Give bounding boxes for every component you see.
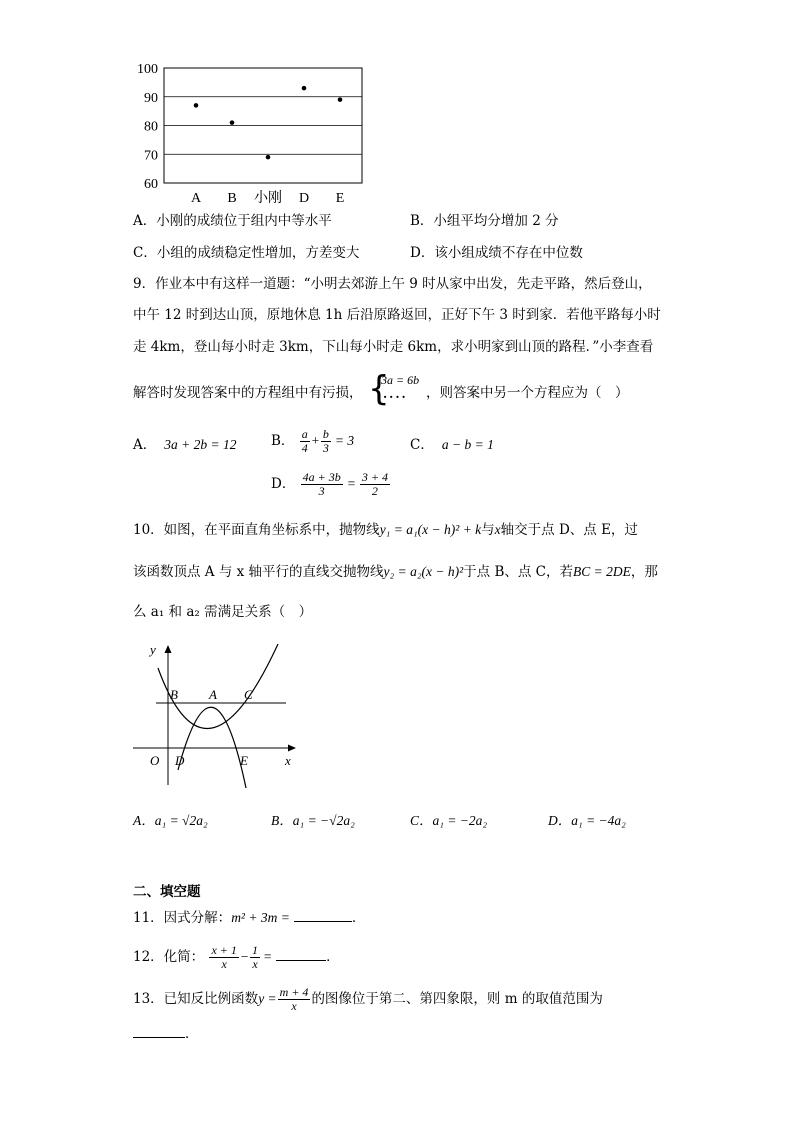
q8-option-b[interactable]: B．小组平均分增加 2 分 (410, 213, 559, 229)
chart-x-ticks (191, 189, 344, 206)
q10-option-c[interactable]: C．a₁ = −2a₂ (410, 813, 488, 828)
point-d-label: D (175, 753, 185, 768)
q9-option-b-rhs: = 3 (334, 433, 355, 448)
frac-denominator: x (252, 957, 258, 971)
q13-fraction (278, 986, 311, 1013)
q10-line1-text-a: 10．如图，在平面直角坐标系中，抛物线 (133, 522, 380, 538)
q10-line2-text-b: 于点 B、点 C，若 (463, 564, 574, 580)
q9-option-c-label: C． (410, 437, 434, 453)
q12-prompt: 12．化简： (133, 949, 205, 965)
q10-line1-text-c: 轴交于点 D、点 E，过 (500, 522, 638, 538)
frac-numerator: 4a + 3b (302, 470, 341, 484)
q9-option-c-expr: a − b = 1 (441, 437, 494, 452)
x-axis-label: x (285, 753, 291, 768)
frac-numerator: x + 1 (211, 943, 237, 957)
q9-stem-line4-pre: 解答时发现答案中的方程组中有污损， (133, 385, 363, 401)
q9-equation-2-smudged: ···· (383, 390, 408, 404)
q9-option-d-frac1 (301, 471, 343, 498)
data-point (266, 155, 271, 160)
q13-period: ． (185, 1026, 199, 1042)
section-title: 二、填空题 (133, 884, 201, 900)
q13-prompt: 13．已知反比例函数 (133, 991, 259, 1007)
q9-option-a-label: A． (133, 437, 157, 453)
equals-sign: = (263, 949, 273, 964)
y-tick-label: 90 (144, 90, 158, 106)
q13-answer-blank[interactable] (133, 1025, 185, 1038)
q10-line2-text-a: 该函数顶点 A 与 x 轴平行的直线交抛物线 (133, 564, 384, 580)
q9-option-a-expr: 3a + 2b = 12 (164, 437, 237, 452)
q12-answer-blank[interactable] (276, 948, 326, 961)
frac-denominator: x (221, 957, 227, 971)
point-c-label: C (244, 687, 253, 702)
x-tick-label: D (298, 191, 310, 206)
q10-stem-line3: 么 a₁ 和 a₂ 需满足关系（ ） (133, 604, 313, 620)
q10-option-d[interactable]: D．a₁ = −4a₂ (548, 813, 626, 828)
point-e-label: E (240, 753, 248, 768)
y-axis-arrow-icon (165, 645, 172, 653)
y-tick-label: 60 (144, 177, 158, 192)
origin-label: O (150, 753, 160, 768)
x-axis-arrow-icon (288, 745, 296, 752)
data-point (338, 97, 343, 102)
q10-line1-text-b: 与 (481, 522, 495, 538)
q9-stem-line3: 走 4km，登山每小时走 3km，下山每小时走 6km，求小明家到山顶的路程．”小李查看 (133, 339, 654, 355)
q13-answer-line (133, 1025, 199, 1043)
frac-numerator: m + 4 (279, 985, 309, 999)
x-tick-label: B (227, 191, 237, 206)
q10-option-b[interactable]: B．a₁ = −√2a₂ (271, 813, 355, 828)
x-tick-label: A (190, 191, 202, 206)
q13-y-equals: y = (258, 991, 277, 1006)
q9-stem-line2: 中午 12 时到达山顶，原地休息 1h 后沿原路返回，正好下午 3 时到家．若他平路每小时 (133, 307, 661, 323)
plus-sign: + (310, 433, 320, 448)
q9-option-b-frac2 (321, 428, 331, 455)
q9-stem-line1: 9．作业本中有这样一道题：“小明去郊游上午 9 时从家中出发，先走平路，然后登山， (133, 276, 652, 292)
frac-numerator: 3 + 4 (361, 470, 388, 484)
parabola-y2-formula: y₂ = a₂(x − h)² (383, 564, 464, 579)
x-tick-label: E (335, 191, 345, 206)
q10-option-a[interactable]: A．a₁ = √2a₂ (133, 813, 208, 828)
data-point (230, 120, 235, 125)
minus-sign: − (239, 949, 250, 964)
q12-frac1 (209, 944, 238, 971)
q8-option-c[interactable]: C．小组的成绩稳定性增加，方差变大 (133, 245, 360, 261)
y-tick-label: 80 (144, 119, 158, 135)
parabola-figure (128, 640, 308, 790)
y-tick-label: 70 (144, 148, 158, 164)
q9-stem-line4-post: ，则答案中另一个方程应为（ ） (426, 385, 629, 401)
q10-stem-line2 (133, 563, 658, 581)
frac-denominator: x (291, 999, 297, 1013)
q9-option-c[interactable] (410, 436, 494, 454)
q10-stem-line1 (133, 521, 638, 539)
q11-answer-blank[interactable] (294, 909, 352, 922)
data-point (302, 86, 307, 91)
q12-frac2 (250, 944, 260, 971)
y-tick-label: 100 (137, 62, 158, 77)
equals-sign: = (346, 476, 356, 491)
score-scatter-chart (120, 58, 380, 208)
q11-prompt: 11．因式分解： (133, 910, 232, 926)
frac-denominator: 2 (371, 484, 378, 498)
chart-grid (164, 68, 362, 183)
frac-numerator: 1 (252, 943, 259, 957)
q9-option-b-frac1 (300, 428, 310, 455)
q12 (133, 944, 340, 971)
q9-option-d-label: D． (271, 476, 296, 492)
q9-option-b-label: B． (271, 433, 295, 449)
q9-option-a[interactable] (133, 436, 236, 454)
frac-denominator: 3 (322, 441, 329, 455)
q9-option-d[interactable] (271, 471, 391, 498)
q10-line2-text-c: ，那 (630, 564, 658, 580)
equation-brace: { (368, 369, 390, 409)
point-a-label: A (209, 687, 217, 702)
frac-numerator: b (322, 427, 329, 441)
q8-option-d[interactable]: D．该小组成绩不存在中位数 (410, 245, 583, 261)
q8-option-a[interactable]: A．小刚的成绩位于组内中等水平 (133, 213, 332, 229)
q9-option-d-frac2 (360, 471, 390, 498)
q13-text-post: 的图像位于第二、第四象限，则 m 的取值范围为 (311, 991, 603, 1007)
q9-equation-1: 3a = 6b (381, 373, 420, 387)
q11-expression: m² + 3m = (231, 910, 290, 925)
chart-y-ticks (137, 62, 158, 192)
data-point (194, 103, 199, 108)
q9-option-b[interactable] (271, 428, 354, 455)
condition-bc-2de: BC = 2DE (573, 564, 631, 579)
q13 (133, 986, 603, 1013)
q12-period: ． (326, 949, 340, 965)
y-axis-label: y (150, 642, 156, 657)
q11-period: ． (351, 910, 366, 926)
parabola-y1-formula: y₁ = a₁(x − h)² + k (379, 522, 482, 537)
x-var: x (494, 522, 501, 537)
q11 (133, 909, 365, 927)
frac-numerator: a (301, 427, 308, 441)
x-tick-label: 小刚 (254, 191, 282, 206)
point-b-label: B (170, 687, 178, 702)
frac-denominator: 4 (301, 441, 308, 455)
frac-denominator: 3 (318, 484, 325, 498)
